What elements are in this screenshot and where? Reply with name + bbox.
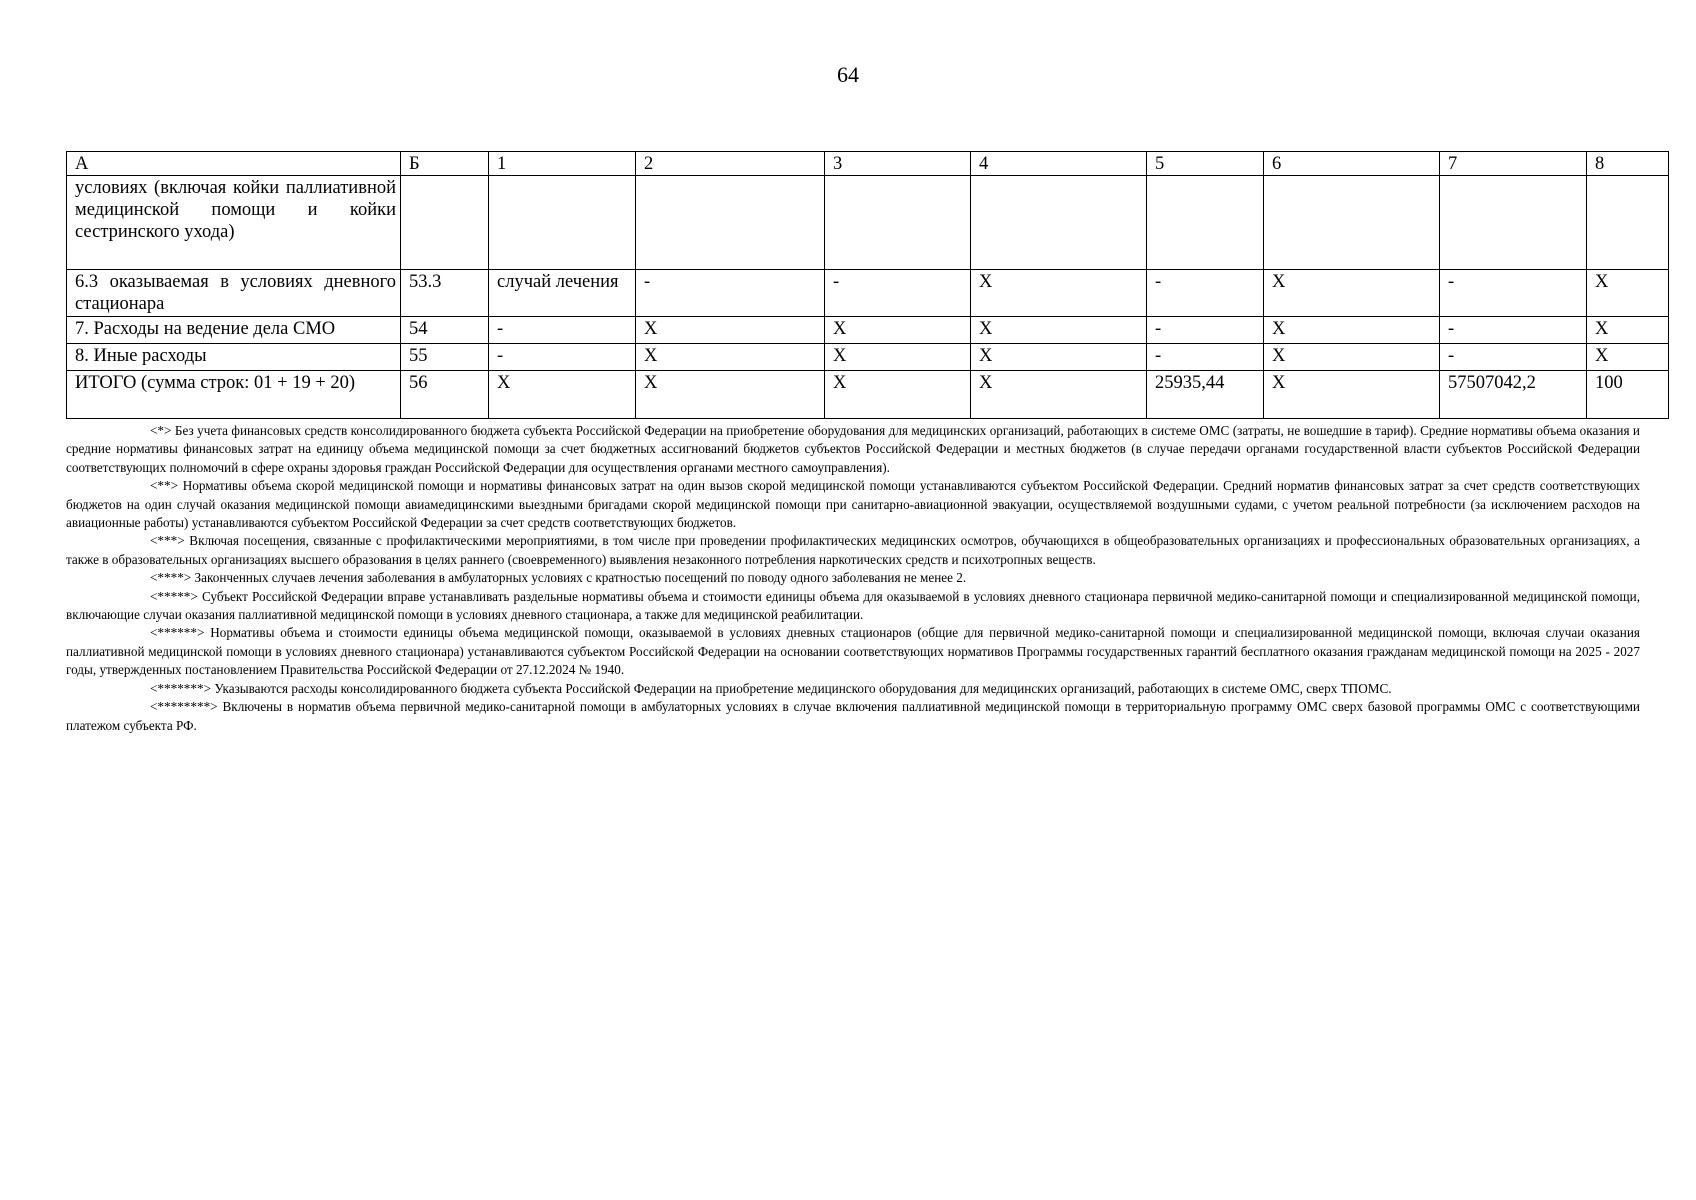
data-table [66,151,1669,419]
table-cell: X [971,317,1147,344]
footnote: <******> Нормативы объема и стоимости единицы объема медицинской помощи, оказываемой в условиях дневных стационаров (общие для первичной медико-санитарной помощи и специализированной медицинской помощи, включая случаи оказания паллиативной медицинской помощи в условиях дневного стационара) устанавливаются субъектом Российской Федерации на основании соответствующих нормативов Программы государственных гарантий бесплатного оказания гражданам медицинской помощи на 2025 - 2027 годы, утвержденных постановлением Правительства Российской Федерации от 27.12.2024 № 1940. [66,625,1640,678]
table-cell: X [1264,371,1440,419]
table-cell: X [1587,344,1669,371]
table-cell: X [1587,317,1669,344]
table-cell: - [1147,344,1264,371]
table-cell [825,176,971,270]
table-cell: - [489,344,636,371]
table-cell: X [489,371,636,419]
footnote: <*****> Субъект Российской Федерации вправе устанавливать раздельные нормативы объема и стоимости единицы объема для оказываемой в условиях дневного стационара первичной медико-санитарной помощи и специализированной медицинской помощи, включающие случаи оказания паллиативной медицинской помощи в условиях дневного стационара, а также для медицинской реабилитации. [66,588,1640,623]
header-cell: Б [401,152,489,176]
table-cell: 53.3 [401,270,489,317]
table-row [67,344,1669,371]
table-cell [489,176,636,270]
table-cell: X [971,270,1147,317]
table-cell: - [489,317,636,344]
table-cell: - [1147,270,1264,317]
header-cell: 7 [1440,152,1587,176]
header-cell: А [67,152,401,176]
footnote: <**> Нормативы объема скорой медицинской помощи и нормативы финансовых затрат на один вызов скорой медицинской помощи устанавливаются субъектом Российской Федерации. Средний норматив финансовых затрат за счет средств соответствующих бюджетов на один случай оказания медицинской помощи авиамедицинскими выездными бригадами скорой медицинской помощи при санитарно-авиационной эвакуации, осуществляемой воздушными судами, с учетом реальной потребности (за исключением расходов на авиационные работы) устанавливаются субъектом Российской Федерации за счет средств соответствующих бюджетов. [66,478,1640,531]
table-cell: - [1147,317,1264,344]
table-cell: X [971,371,1147,419]
footnote: <*> Без учета финансовых средств консолидированного бюджета субъекта Российской Федерации на приобретение оборудования для медицинских организаций, работающих в системе ОМС (затраты, не вошедшие в тариф). Средние нормативы объема оказания и средние нормативы финансовых затрат на единицу объема медицинской помощи за счет бюджетных ассигнований бюджетов субъектов Российской Федерации и местных бюджетов (в случае передачи органами государственной власти субъектов Российской Федерации соответствующих полномочий в сфере охраны здоровья граждан Российской Федерации для осуществления органами местного самоуправления). [66,423,1640,475]
table-cell: - [1440,317,1587,344]
table-row-total [67,371,1669,419]
table-cell [1587,176,1669,270]
header-cell: 4 [971,152,1147,176]
table-cell: X [971,344,1147,371]
header-cell: 2 [636,152,825,176]
table-cell [1147,176,1264,270]
row-label-cell: ИТОГО (сумма строк: 01 + 19 + 20) [67,371,401,419]
table-cell [401,176,489,270]
table-cell [636,176,825,270]
table-cell: X [1264,270,1440,317]
table-cell: X [825,344,971,371]
table-cell: - [636,270,825,317]
table-cell: X [1587,270,1669,317]
table-cell: X [636,371,825,419]
table-cell: 57507042,2 [1440,371,1587,419]
header-cell: 5 [1147,152,1264,176]
table-cell: - [1440,270,1587,317]
page-number: 64 [837,62,859,87]
footnote: <****> Законченных случаев лечения заболевания в амбулаторных условиях с кратностью посещений по поводу одного заболевания не менее 2. [150,570,967,586]
row-label-cell: условиях (включая койки паллиативной медицинской помощи и койки сестринского ухода) [67,176,401,270]
table-cell: 56 [401,371,489,419]
header-cell: 6 [1264,152,1440,176]
table-cell [971,176,1147,270]
row-label-cell: 6.3 оказываемая в условиях дневного стационара [67,270,401,317]
table-cell: 100 [1587,371,1669,419]
table-cell: - [1440,344,1587,371]
footnotes [66,422,1640,735]
header-cell: 1 [489,152,636,176]
table-row [67,270,1669,317]
table-row [67,317,1669,344]
table-cell: - [825,270,971,317]
header-cell: 8 [1587,152,1669,176]
table-cell: X [636,317,825,344]
table-cell: 55 [401,344,489,371]
table-cell: X [1264,317,1440,344]
table-row [67,176,1669,270]
table-cell: X [1264,344,1440,371]
row-label-cell: 8. Иные расходы [67,344,401,371]
table-cell: случай лечения [489,270,636,317]
footnote: <***> Включая посещения, связанные с профилактическими мероприятиями, в том числе при проведении профилактических медицинских осмотров, обучающихся в общеобразовательных организациях и профессиональных образовательных организациях, а также в образовательных организациях высшего образования в целях раннего (своевременного) выявления незаконного потребления наркотических средств и психотропных веществ. [66,533,1640,567]
table-cell [1440,176,1587,270]
footnote: <********> Включены в норматив объема первичной медико-санитарной помощи в амбулаторных условиях в случае включения паллиативной медицинской помощи в территориальную программу ОМС сверх базовой программы ОМС с соответствующими платежом субъекта РФ. [66,699,1640,733]
table-cell: X [825,371,971,419]
table-cell [1264,176,1440,270]
table-cell: X [825,317,971,344]
table-cell: X [636,344,825,371]
footnote: <*******> Указываются расходы консолидированного бюджета субъекта Российской Федерации на приобретение медицинского оборудования для медицинских организаций, работающих в системе ОМС, сверх ТПОМС. [150,680,1392,696]
table-cell: 54 [401,317,489,344]
table-cell: 25935,44 [1147,371,1264,419]
header-cell: 3 [825,152,971,176]
row-label-cell: 7. Расходы на ведение дела СМО [67,317,401,344]
table-header-row [67,152,1669,176]
